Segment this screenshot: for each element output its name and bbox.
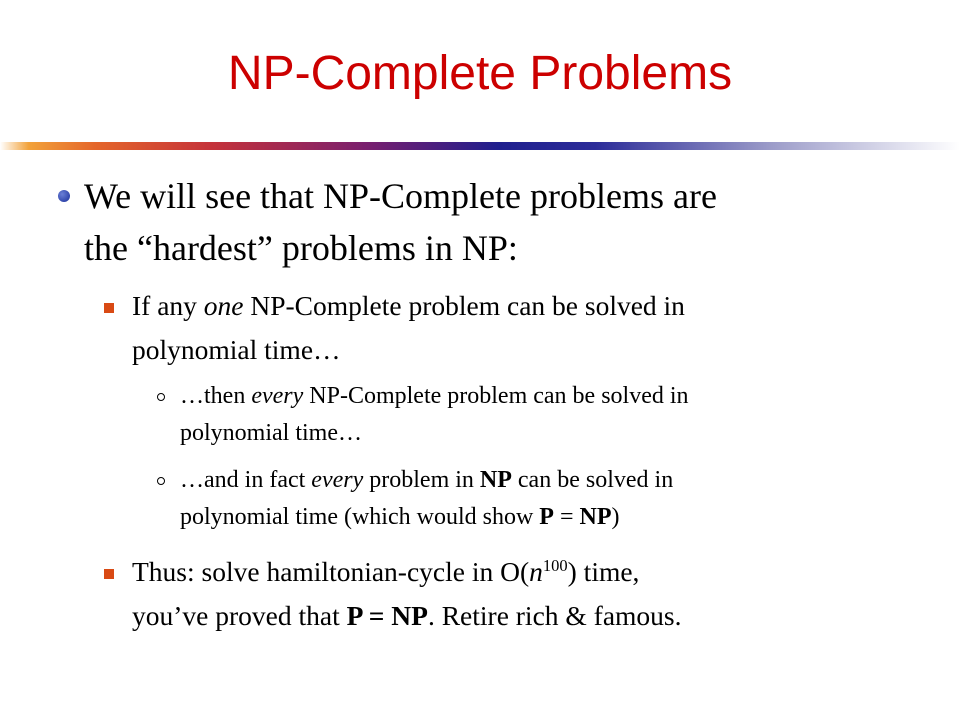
bold-term: P = NP [346,600,428,631]
square-bullet-icon [104,303,114,313]
sub-sub-bullet-2 [180,462,673,536]
bold-term: P [539,504,554,530]
emphasis: one [203,290,244,321]
circle-bullet-icon [157,477,165,485]
bullet-line: the “hardest” problems in NP: [84,228,518,268]
math-variable: n [529,556,543,587]
sub-bullet-line [132,594,682,638]
bold-term: NP [479,467,512,493]
bold-term: NP [579,504,612,530]
sub-bullet-2 [132,550,682,638]
sub-sub-bullet-line: polynomial time… [180,420,362,446]
text-run: can be solved in [511,467,674,493]
emphasis: every [311,467,364,493]
text-run: If any [132,290,204,321]
sub-sub-bullet-line [180,378,689,415]
square-bullet-icon [104,569,114,579]
text-run: problem in [363,467,480,493]
text-run: Thus: solve hamiltonian-cycle in O( [132,556,530,587]
title-divider [0,142,960,150]
sub-sub-bullet-line [180,462,673,499]
bullet-line: We will see that NP-Complete problems are [84,176,717,216]
sub-bullet-line: polynomial time… [132,334,341,365]
main-bullet [84,170,717,274]
text-run: NP-Complete problem can be solved in [303,383,689,409]
sub-sub-bullet-1 [180,378,689,452]
text-run: = [553,504,580,530]
sub-bullet-1 [132,284,685,372]
blue-bullet-icon [58,190,70,202]
text-run: NP-Complete problem can be solved in [243,290,685,321]
text-run: . Retire rich & famous. [427,600,682,631]
slide-title: NP-Complete Problems [227,47,733,100]
sub-bullet-line [132,550,682,594]
text-run: you’ve proved that [132,600,347,631]
text-run: …and in fact [180,467,312,493]
sub-sub-bullet-line [180,499,673,536]
text-run: ) [611,504,620,530]
emphasis: every [251,383,304,409]
text-run: …then [180,383,252,409]
text-run: polynomial time (which would show [180,504,540,530]
circle-bullet-icon [157,393,165,401]
exponent: 100 [542,555,568,575]
text-run: ) time, [567,556,640,587]
sub-bullet-line [132,284,685,328]
